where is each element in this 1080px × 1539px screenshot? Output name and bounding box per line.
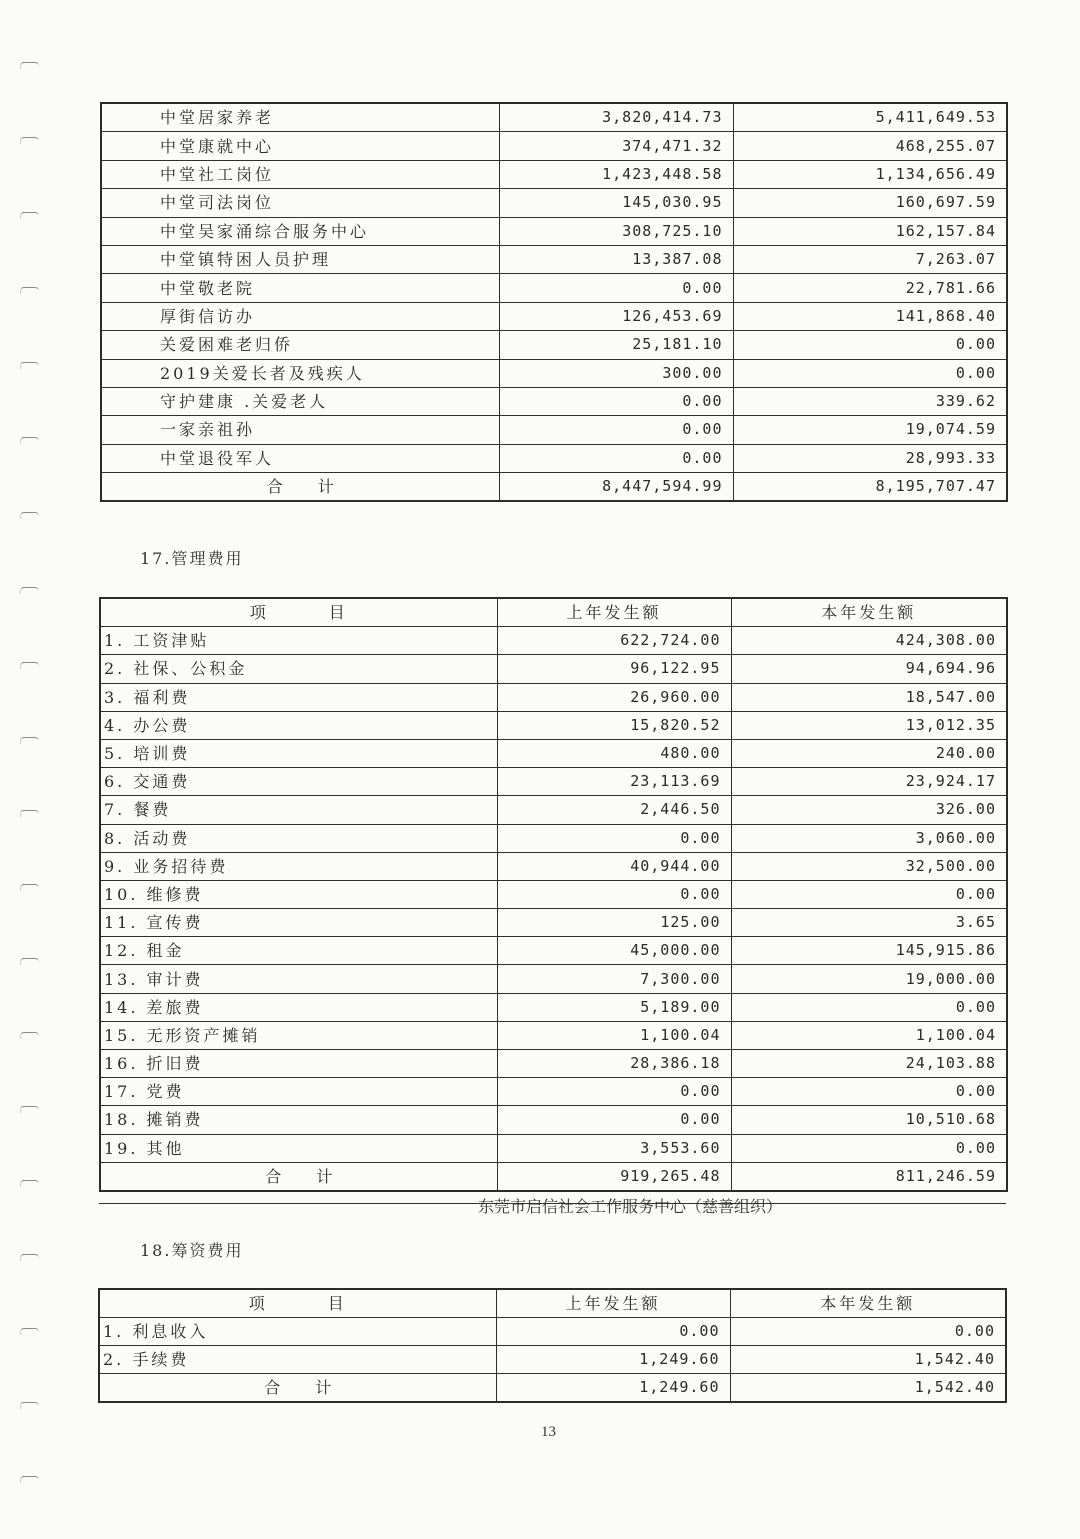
row-prev-year: 45,000.00 [497, 937, 731, 965]
row-item: 6. 交通费 [100, 768, 497, 796]
row-item: 关爱困难老归侨 [101, 331, 499, 359]
table-row [100, 711, 1007, 739]
row-prev-year: 0.00 [499, 387, 733, 415]
page-number: 13 [541, 1424, 556, 1440]
row-current-year: 0.00 [730, 1318, 1006, 1346]
row-prev-year: 0.00 [499, 444, 733, 472]
table-row [100, 909, 1007, 937]
row-item: 守护建康 .关爱老人 [101, 387, 499, 415]
row-prev-year: 2,446.50 [497, 796, 731, 824]
management-expenses-table [99, 597, 1008, 1192]
row-prev-year: 480.00 [497, 739, 731, 767]
row-item: 14. 差旅费 [100, 993, 497, 1021]
row-current-year: 23,924.17 [731, 768, 1007, 796]
row-current-year: 19,074.59 [733, 416, 1007, 444]
header-current-year: 本年发生额 [730, 1289, 1006, 1318]
row-item: 10. 维修费 [100, 880, 497, 908]
table-row [101, 217, 1007, 245]
section-title-management-expenses: 17.管理费用 [140, 549, 244, 568]
margin-mark [20, 737, 39, 744]
row-item: 厚街信访办 [101, 302, 499, 330]
table-row [101, 302, 1007, 330]
margin-mark [20, 662, 39, 669]
table17-body [100, 627, 1007, 1163]
row-current-year: 7,263.07 [733, 245, 1007, 273]
row-prev-year: 374,471.32 [499, 132, 733, 160]
table-row [100, 965, 1007, 993]
row-item: 7. 餐费 [100, 796, 497, 824]
row-current-year: 0.00 [731, 880, 1007, 908]
row-prev-year: 1,249.60 [496, 1346, 730, 1374]
header-item: 项 目 [100, 598, 497, 627]
margin-mark [20, 437, 39, 444]
table17-total-row [100, 1162, 1007, 1191]
header-item: 项 目 [99, 1289, 496, 1318]
row-current-year: 3.65 [731, 909, 1007, 937]
row-item: 8. 活动费 [100, 824, 497, 852]
table-row [101, 189, 1007, 217]
table-row [100, 1106, 1007, 1134]
row-current-year: 424,308.00 [731, 627, 1007, 655]
margin-mark [20, 1328, 39, 1335]
table-row [101, 274, 1007, 302]
row-prev-year: 0.00 [499, 416, 733, 444]
margin-mark [20, 810, 39, 817]
table-row [100, 1078, 1007, 1106]
row-current-year: 94,694.96 [731, 655, 1007, 683]
row-item: 中堂司法岗位 [101, 189, 499, 217]
row-item: 中堂退役军人 [101, 444, 499, 472]
row-item: 中堂康就中心 [101, 132, 499, 160]
row-prev-year: 0.00 [497, 880, 731, 908]
table-row [100, 1134, 1007, 1162]
row-item: 中堂居家养老 [101, 103, 499, 132]
row-prev-year: 0.00 [496, 1318, 730, 1346]
table-row [100, 683, 1007, 711]
business-activity-cost-table [100, 102, 1008, 502]
table-row [100, 627, 1007, 655]
row-prev-year: 28,386.18 [497, 1050, 731, 1078]
margin-mark [20, 1254, 39, 1261]
margin-mark [20, 62, 39, 69]
row-item: 18. 摊销费 [100, 1106, 497, 1134]
table-row [101, 444, 1007, 472]
row-prev-year: 0.00 [499, 274, 733, 302]
organization-stamp-text: 东莞市启信社会工作服务中心（慈善组织） [478, 1197, 783, 1216]
row-item: 1. 工资津贴 [100, 627, 497, 655]
margin-mark [20, 212, 39, 219]
table-row [100, 739, 1007, 767]
table18-header-row [99, 1289, 1006, 1318]
row-item: 17. 党费 [100, 1078, 497, 1106]
row-item: 13. 审计费 [100, 965, 497, 993]
row-item: 4. 办公费 [100, 711, 497, 739]
table18-body [99, 1318, 1006, 1374]
row-prev-year: 23,113.69 [497, 768, 731, 796]
row-item: 16. 折旧费 [100, 1050, 497, 1078]
row-item: 中堂社工岗位 [101, 160, 499, 188]
row-current-year: 162,157.84 [733, 217, 1007, 245]
header-current-year: 本年发生额 [731, 598, 1007, 627]
row-prev-year: 1,423,448.58 [499, 160, 733, 188]
row-current-year: 141,868.40 [733, 302, 1007, 330]
row-current-year: 18,547.00 [731, 683, 1007, 711]
margin-mark [20, 362, 39, 369]
row-current-year: 240.00 [731, 739, 1007, 767]
table-row [101, 103, 1007, 132]
row-current-year: 1,100.04 [731, 1021, 1007, 1049]
row-current-year: 0.00 [731, 1134, 1007, 1162]
row-prev-year: 5,189.00 [497, 993, 731, 1021]
margin-mark [20, 884, 39, 891]
row-prev-year: 7,300.00 [497, 965, 731, 993]
table17-header-row [100, 598, 1007, 627]
row-current-year: 160,697.59 [733, 189, 1007, 217]
row-prev-year: 40,944.00 [497, 852, 731, 880]
table-row [100, 852, 1007, 880]
total-label: 合 计 [101, 473, 499, 502]
row-current-year: 19,000.00 [731, 965, 1007, 993]
total-prev-year: 919,265.48 [497, 1162, 731, 1191]
section-title-financing-expenses: 18.筹资费用 [140, 1241, 244, 1260]
row-prev-year: 25,181.10 [499, 331, 733, 359]
table-row [101, 416, 1007, 444]
margin-mark [20, 512, 39, 519]
row-current-year: 339.62 [733, 387, 1007, 415]
row-current-year: 28,993.33 [733, 444, 1007, 472]
row-item: 2019关爱长者及残疾人 [101, 359, 499, 387]
row-current-year: 0.00 [733, 359, 1007, 387]
row-current-year: 1,134,656.49 [733, 160, 1007, 188]
row-prev-year: 15,820.52 [497, 711, 731, 739]
binding-margin-marks [0, 0, 60, 1539]
row-current-year: 5,411,649.53 [733, 103, 1007, 132]
table-row [100, 937, 1007, 965]
financing-expenses-table [98, 1288, 1007, 1403]
row-item: 中堂镇特困人员护理 [101, 245, 499, 273]
row-prev-year: 1,100.04 [497, 1021, 731, 1049]
row-current-year: 0.00 [733, 331, 1007, 359]
margin-mark [20, 1476, 39, 1483]
row-item: 中堂敬老院 [101, 274, 499, 302]
table-row [99, 1346, 1006, 1374]
row-current-year: 22,781.66 [733, 274, 1007, 302]
header-prev-year: 上年发生额 [496, 1289, 730, 1318]
table-row [101, 132, 1007, 160]
margin-mark [20, 1180, 39, 1187]
row-prev-year: 308,725.10 [499, 217, 733, 245]
row-prev-year: 3,820,414.73 [499, 103, 733, 132]
table-row [100, 1021, 1007, 1049]
table-row [100, 768, 1007, 796]
row-prev-year: 26,960.00 [497, 683, 731, 711]
row-current-year: 326.00 [731, 796, 1007, 824]
row-item: 2. 社保、公积金 [100, 655, 497, 683]
total-prev-year: 1,249.60 [496, 1374, 730, 1403]
table16-total-row [101, 473, 1007, 502]
row-item: 1. 利息收入 [99, 1318, 496, 1346]
row-prev-year: 126,453.69 [499, 302, 733, 330]
row-item: 3. 福利费 [100, 683, 497, 711]
margin-mark [20, 287, 39, 294]
margin-mark [20, 137, 39, 144]
row-prev-year: 125.00 [497, 909, 731, 937]
header-prev-year: 上年发生额 [497, 598, 731, 627]
table-row [100, 1050, 1007, 1078]
table-row [101, 331, 1007, 359]
margin-mark [20, 1032, 39, 1039]
row-item: 12. 租金 [100, 937, 497, 965]
row-current-year: 13,012.35 [731, 711, 1007, 739]
table-row [101, 160, 1007, 188]
row-prev-year: 0.00 [497, 1078, 731, 1106]
row-prev-year: 96,122.95 [497, 655, 731, 683]
row-item: 5. 培训费 [100, 739, 497, 767]
margin-mark [20, 1106, 39, 1113]
total-label: 合 计 [100, 1162, 497, 1191]
table-row [100, 796, 1007, 824]
table16-body [101, 103, 1007, 473]
row-item: 19. 其他 [100, 1134, 497, 1162]
row-current-year: 10,510.68 [731, 1106, 1007, 1134]
margin-mark [20, 958, 39, 965]
row-item: 15. 无形资产摊销 [100, 1021, 497, 1049]
table-row [100, 824, 1007, 852]
row-prev-year: 145,030.95 [499, 189, 733, 217]
margin-mark [20, 1402, 39, 1409]
row-item: 11. 宣传费 [100, 909, 497, 937]
table-row [99, 1318, 1006, 1346]
row-current-year: 3,060.00 [731, 824, 1007, 852]
table-row [100, 880, 1007, 908]
total-current-year: 811,246.59 [731, 1162, 1007, 1191]
total-current-year: 1,542.40 [730, 1374, 1006, 1403]
row-prev-year: 300.00 [499, 359, 733, 387]
table-row [101, 245, 1007, 273]
row-item: 9. 业务招待费 [100, 852, 497, 880]
row-item: 一家亲祖孙 [101, 416, 499, 444]
row-current-year: 468,255.07 [733, 132, 1007, 160]
row-prev-year: 0.00 [497, 824, 731, 852]
row-prev-year: 0.00 [497, 1106, 731, 1134]
table18-total-row [99, 1374, 1006, 1403]
row-item: 2. 手续费 [99, 1346, 496, 1374]
row-prev-year: 13,387.08 [499, 245, 733, 273]
table-row [101, 387, 1007, 415]
row-current-year: 145,915.86 [731, 937, 1007, 965]
margin-mark [20, 587, 39, 594]
row-item: 中堂吴家涌综合服务中心 [101, 217, 499, 245]
row-current-year: 0.00 [731, 1078, 1007, 1106]
row-prev-year: 622,724.00 [497, 627, 731, 655]
row-current-year: 0.00 [731, 993, 1007, 1021]
table-row [100, 655, 1007, 683]
total-current-year: 8,195,707.47 [733, 473, 1007, 502]
total-label: 合 计 [99, 1374, 496, 1403]
table-row [101, 359, 1007, 387]
total-prev-year: 8,447,594.99 [499, 473, 733, 502]
table-row [100, 993, 1007, 1021]
row-current-year: 1,542.40 [730, 1346, 1006, 1374]
row-prev-year: 3,553.60 [497, 1134, 731, 1162]
row-current-year: 24,103.88 [731, 1050, 1007, 1078]
row-current-year: 32,500.00 [731, 852, 1007, 880]
